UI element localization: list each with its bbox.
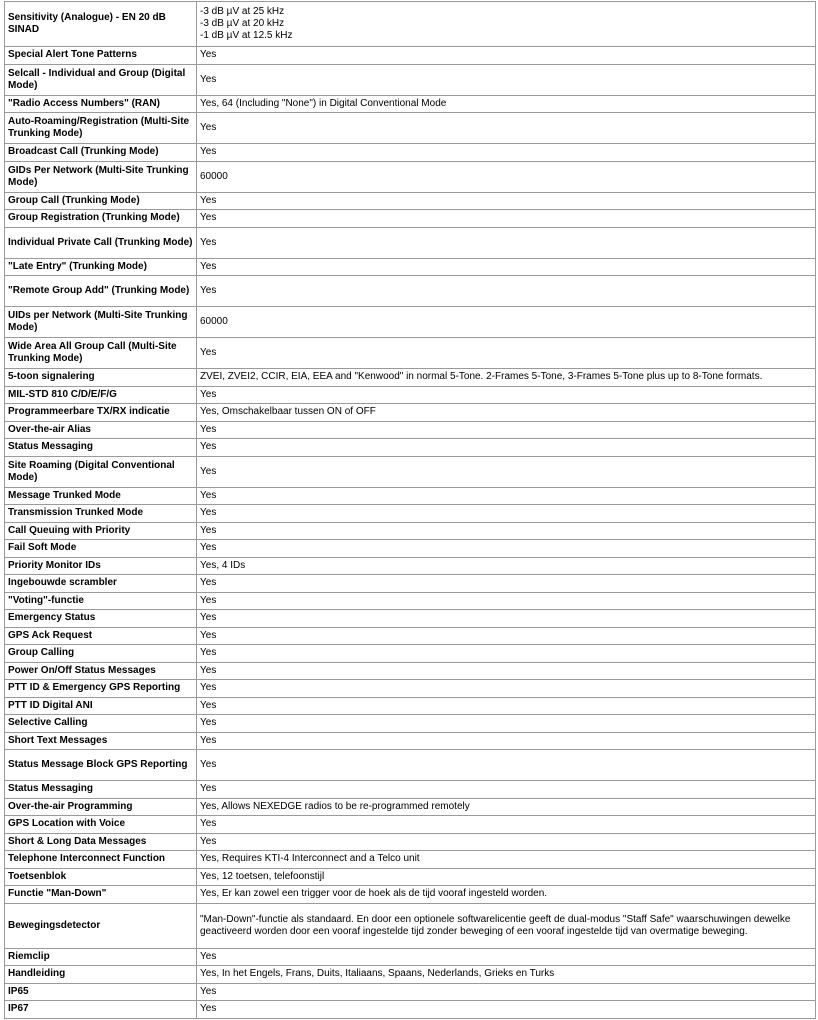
table-row bbox=[5, 966, 816, 984]
spec-value: Yes bbox=[197, 227, 816, 258]
table-row bbox=[5, 439, 816, 457]
table-row bbox=[5, 715, 816, 733]
table-row bbox=[5, 47, 816, 65]
spec-value-line: -3 dB µV at 20 kHz bbox=[200, 18, 285, 29]
table-row bbox=[5, 192, 816, 210]
table-row bbox=[5, 833, 816, 851]
spec-label: Broadcast Call (Trunking Mode) bbox=[5, 144, 197, 162]
spec-label: Fail Soft Mode bbox=[5, 540, 197, 558]
spec-value: Yes bbox=[197, 750, 816, 781]
table-row bbox=[5, 948, 816, 966]
spec-label: Emergency Status bbox=[5, 610, 197, 628]
spec-value: Yes bbox=[197, 645, 816, 663]
spec-value: Yes bbox=[197, 421, 816, 439]
spec-value: Yes bbox=[197, 113, 816, 144]
table-row bbox=[5, 798, 816, 816]
table-row bbox=[5, 1001, 816, 1019]
spec-value: Yes bbox=[197, 540, 816, 558]
spec-value: Yes bbox=[197, 732, 816, 750]
spec-value: Yes bbox=[197, 816, 816, 834]
spec-value: Yes bbox=[197, 575, 816, 593]
table-row bbox=[5, 113, 816, 144]
spec-value: Yes bbox=[197, 505, 816, 523]
spec-value: "Man-Down"-functie als standaard. En door een optionele softwarelicentie geeft de dual-modus "Staff Safe" waarschuwingen dewelke geactiveerd worden door een vooraf ingestelde tijd zonder beweging of een vooraf ingestelde tijd van overmatige beweging. bbox=[197, 903, 816, 948]
spec-label: Individual Private Call (Trunking Mode) bbox=[5, 227, 197, 258]
spec-value-line: -3 dB µV at 25 kHz bbox=[200, 6, 285, 17]
table-row bbox=[5, 421, 816, 439]
spec-value: Yes bbox=[197, 487, 816, 505]
spec-label: IP65 bbox=[5, 983, 197, 1001]
spec-value: Yes, 12 toetsen, telefoonstijl bbox=[197, 868, 816, 886]
spec-label: Message Trunked Mode bbox=[5, 487, 197, 505]
spec-label: Programmeerbare TX/RX indicatie bbox=[5, 404, 197, 422]
spec-value: Yes bbox=[197, 338, 816, 369]
table-row bbox=[5, 781, 816, 799]
spec-label: Telephone Interconnect Function bbox=[5, 851, 197, 869]
spec-label: Status Message Block GPS Reporting bbox=[5, 750, 197, 781]
spec-label: Bewegingsdetector bbox=[5, 903, 197, 948]
spec-label: Ingebouwde scrambler bbox=[5, 575, 197, 593]
spec-label: Over-the-air Programming bbox=[5, 798, 197, 816]
table-row bbox=[5, 276, 816, 307]
table-row bbox=[5, 662, 816, 680]
spec-value: Yes bbox=[197, 522, 816, 540]
table-row bbox=[5, 732, 816, 750]
spec-label: Priority Monitor IDs bbox=[5, 557, 197, 575]
spec-label: Handleiding bbox=[5, 966, 197, 984]
table-row bbox=[5, 210, 816, 228]
table-row bbox=[5, 903, 816, 948]
table-row bbox=[5, 680, 816, 698]
spec-value: Yes bbox=[197, 948, 816, 966]
spec-value: Yes, 4 IDs bbox=[197, 557, 816, 575]
table-row bbox=[5, 307, 816, 338]
spec-label: Group Call (Trunking Mode) bbox=[5, 192, 197, 210]
spec-value: Yes, Omschakelbaar tussen ON of OFF bbox=[197, 404, 816, 422]
spec-label: Wide Area All Group Call (Multi-Site Trunking Mode) bbox=[5, 338, 197, 369]
spec-value: Yes bbox=[197, 47, 816, 65]
spec-label: Group Calling bbox=[5, 645, 197, 663]
table-row bbox=[5, 557, 816, 575]
table-row bbox=[5, 456, 816, 487]
spec-label: MIL-STD 810 C/D/E/F/G bbox=[5, 386, 197, 404]
table-row bbox=[5, 868, 816, 886]
spec-value: Yes, 64 (Including "None") in Digital Conventional Mode bbox=[197, 95, 816, 113]
table-row bbox=[5, 258, 816, 276]
spec-label: IP67 bbox=[5, 1001, 197, 1019]
spec-label: Status Messaging bbox=[5, 439, 197, 457]
spec-label: Sensitivity (Analogue) - EN 20 dB SINAD bbox=[5, 2, 197, 47]
spec-value: Yes bbox=[197, 833, 816, 851]
spec-value: Yes bbox=[197, 592, 816, 610]
spec-value: Yes bbox=[197, 258, 816, 276]
spec-value: 60000 bbox=[197, 161, 816, 192]
spec-value: 60000 bbox=[197, 307, 816, 338]
spec-label: Selcall - Individual and Group (Digital Mode) bbox=[5, 64, 197, 95]
specifications-table-body bbox=[5, 2, 816, 1019]
table-row bbox=[5, 64, 816, 95]
spec-value: Yes bbox=[197, 192, 816, 210]
table-row bbox=[5, 610, 816, 628]
table-row bbox=[5, 816, 816, 834]
spec-label: GPS Location with Voice bbox=[5, 816, 197, 834]
spec-value: Yes bbox=[197, 697, 816, 715]
spec-label: 5-toon signalering bbox=[5, 369, 197, 387]
table-row bbox=[5, 575, 816, 593]
spec-label: GPS Ack Request bbox=[5, 627, 197, 645]
spec-label: Short & Long Data Messages bbox=[5, 833, 197, 851]
spec-value: Yes bbox=[197, 610, 816, 628]
spec-value: Yes bbox=[197, 64, 816, 95]
spec-label: Power On/Off Status Messages bbox=[5, 662, 197, 680]
spec-value bbox=[197, 2, 816, 47]
table-row bbox=[5, 505, 816, 523]
spec-value: Yes bbox=[197, 1001, 816, 1019]
spec-value: Yes bbox=[197, 210, 816, 228]
spec-label: "Late Entry" (Trunking Mode) bbox=[5, 258, 197, 276]
spec-label: Riemclip bbox=[5, 948, 197, 966]
spec-value: Yes bbox=[197, 680, 816, 698]
table-row bbox=[5, 338, 816, 369]
table-row bbox=[5, 487, 816, 505]
spec-value: Yes, In het Engels, Frans, Duits, Italiaans, Spaans, Nederlands, Grieks en Turks bbox=[197, 966, 816, 984]
table-row bbox=[5, 983, 816, 1001]
spec-label: Selective Calling bbox=[5, 715, 197, 733]
spec-label: Call Queuing with Priority bbox=[5, 522, 197, 540]
table-row bbox=[5, 592, 816, 610]
spec-label: PTT ID Digital ANI bbox=[5, 697, 197, 715]
spec-label: Auto-Roaming/Registration (Multi-Site Trunking Mode) bbox=[5, 113, 197, 144]
table-row bbox=[5, 95, 816, 113]
table-row bbox=[5, 369, 816, 387]
spec-value: Yes bbox=[197, 439, 816, 457]
spec-value-line: -1 dB µV at 12.5 kHz bbox=[200, 30, 293, 41]
spec-label: Over-the-air Alias bbox=[5, 421, 197, 439]
spec-label: Status Messaging bbox=[5, 781, 197, 799]
spec-value: Yes, Er kan zowel een trigger voor de hoek als de tijd vooraf ingesteld worden. bbox=[197, 886, 816, 904]
table-row bbox=[5, 697, 816, 715]
spec-label: "Voting"-functie bbox=[5, 592, 197, 610]
spec-label: GIDs Per Network (Multi-Site Trunking Mode) bbox=[5, 161, 197, 192]
spec-label: "Remote Group Add" (Trunking Mode) bbox=[5, 276, 197, 307]
specifications-table bbox=[4, 1, 816, 1019]
table-row bbox=[5, 144, 816, 162]
table-row bbox=[5, 851, 816, 869]
spec-label: Transmission Trunked Mode bbox=[5, 505, 197, 523]
spec-value: Yes bbox=[197, 386, 816, 404]
spec-value: Yes bbox=[197, 715, 816, 733]
spec-label: Site Roaming (Digital Conventional Mode) bbox=[5, 456, 197, 487]
table-row bbox=[5, 886, 816, 904]
spec-value: Yes bbox=[197, 662, 816, 680]
table-row bbox=[5, 386, 816, 404]
spec-label: Short Text Messages bbox=[5, 732, 197, 750]
table-row bbox=[5, 645, 816, 663]
table-row bbox=[5, 161, 816, 192]
spec-value: Yes bbox=[197, 456, 816, 487]
spec-label: UIDs per Network (Multi-Site Trunking Mode) bbox=[5, 307, 197, 338]
table-row bbox=[5, 404, 816, 422]
table-row bbox=[5, 750, 816, 781]
spec-value: Yes bbox=[197, 983, 816, 1001]
spec-label: "Radio Access Numbers" (RAN) bbox=[5, 95, 197, 113]
spec-value: Yes bbox=[197, 781, 816, 799]
spec-label: Special Alert Tone Patterns bbox=[5, 47, 197, 65]
spec-value: ZVEI, ZVEI2, CCIR, EIA, EEA and "Kenwood" in normal 5-Tone. 2-Frames 5-Tone, 3-Frames 5-Tone plus up to 8-Tone formats. bbox=[197, 369, 816, 387]
spec-label: PTT ID & Emergency GPS Reporting bbox=[5, 680, 197, 698]
spec-label: Group Registration (Trunking Mode) bbox=[5, 210, 197, 228]
spec-value: Yes bbox=[197, 144, 816, 162]
spec-label: Toetsenblok bbox=[5, 868, 197, 886]
table-row bbox=[5, 2, 816, 47]
table-row bbox=[5, 540, 816, 558]
spec-value: Yes bbox=[197, 276, 816, 307]
spec-value: Yes, Allows NEXEDGE radios to be re-programmed remotely bbox=[197, 798, 816, 816]
spec-value: Yes bbox=[197, 627, 816, 645]
table-row bbox=[5, 522, 816, 540]
table-row bbox=[5, 227, 816, 258]
table-row bbox=[5, 627, 816, 645]
spec-label: Functie "Man-Down" bbox=[5, 886, 197, 904]
spec-value: Yes, Requires KTI-4 Interconnect and a Telco unit bbox=[197, 851, 816, 869]
